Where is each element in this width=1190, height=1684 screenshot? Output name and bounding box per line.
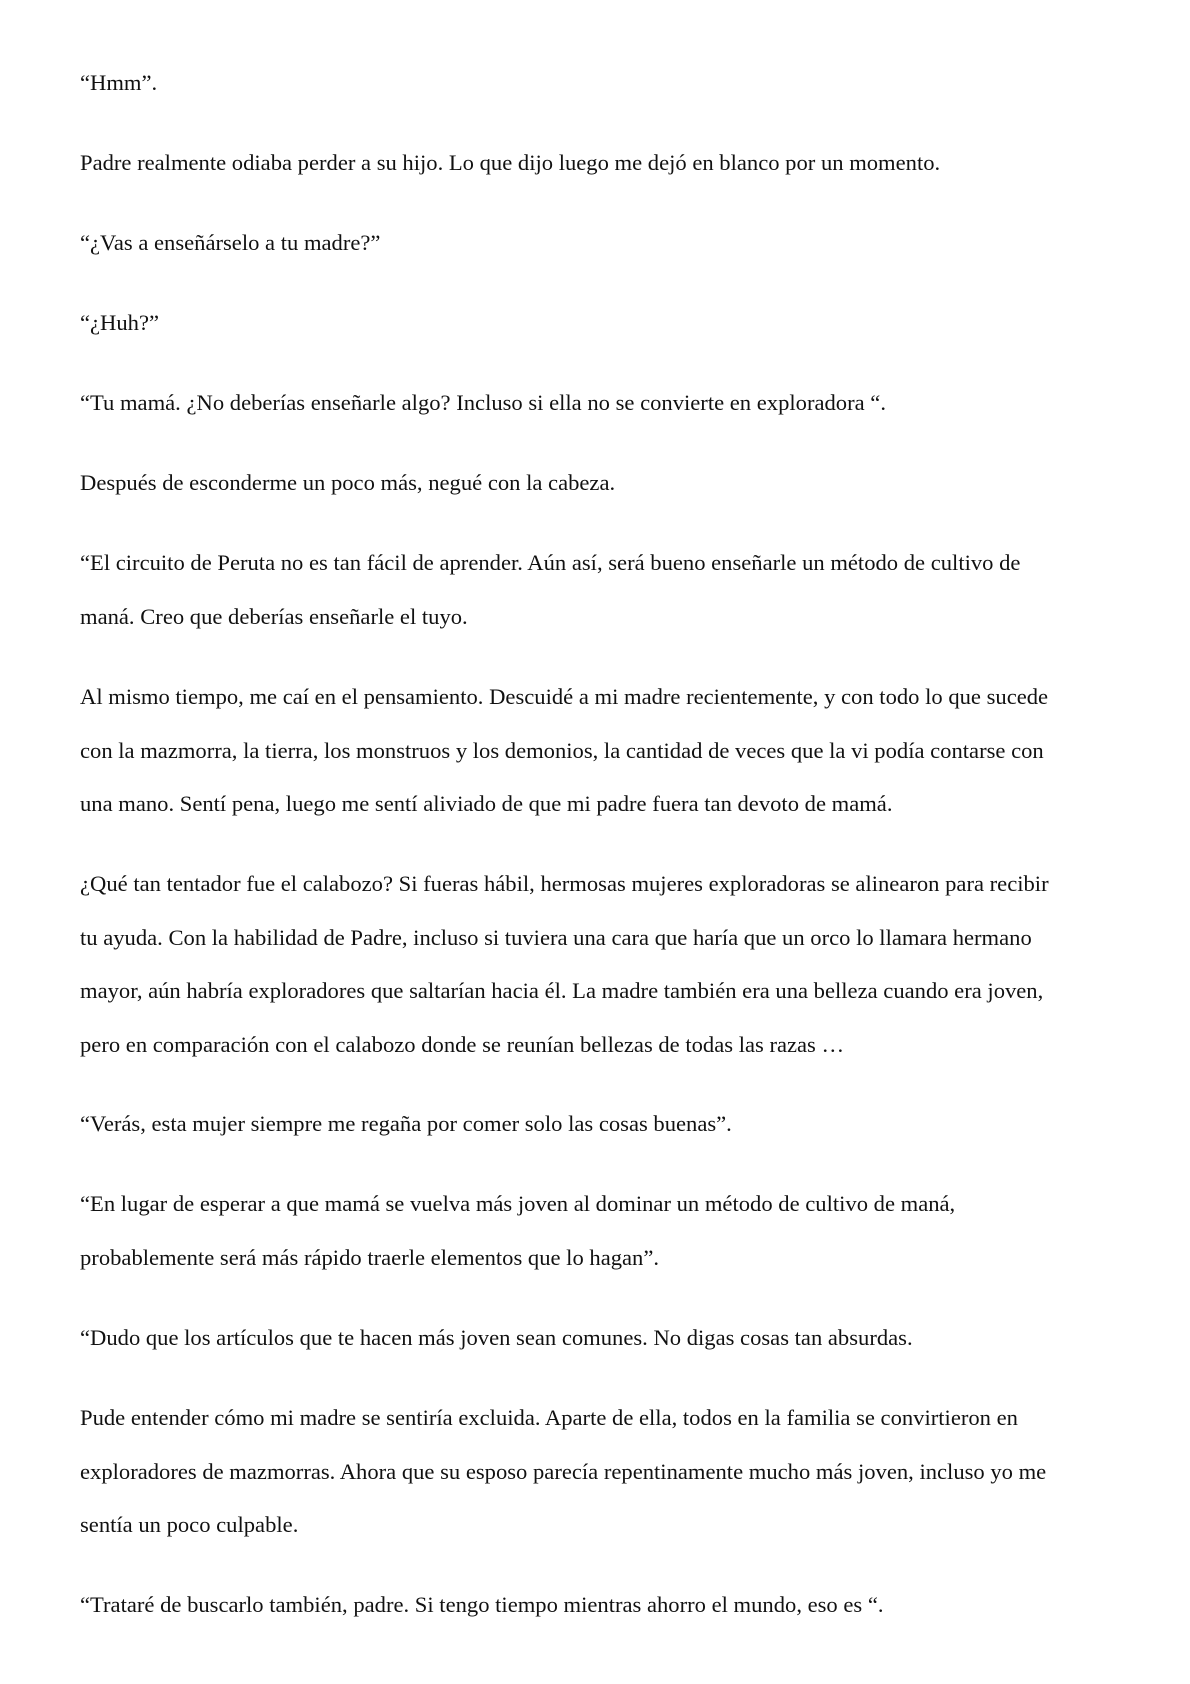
text-line: “En lugar de esperar a que mamá se vuelva más joven al dominar un método de cultivo de maná, (80, 1191, 956, 1216)
paragraph-3 (80, 216, 1120, 270)
paragraph-4 (80, 296, 1120, 350)
text-line: una mano. Sentí pena, luego me sentí aliviado de que mi padre fuera tan devoto de mamá. (80, 791, 893, 816)
text-line: “El circuito de Peruta no es tan fácil de aprender. Aún así, será bueno enseñarle un método de cultivo de (80, 550, 1021, 575)
text-line: ¿Qué tan tentador fue el calabozo? Si fueras hábil, hermosas mujeres exploradoras se alinearon para recibir (80, 871, 1049, 896)
text-line: mayor, aún habría exploradores que saltarían hacia él. La madre también era una belleza cuando era joven, (80, 978, 1044, 1003)
text-line: “Hmm”. (80, 70, 158, 95)
paragraph-13 (80, 1391, 1120, 1552)
text-line: con la mazmorra, la tierra, los monstruos y los demonios, la cantidad de veces que la vi podía contarse con (80, 737, 1044, 763)
text-line: tu ayuda. Con la habilidad de Padre, incluso si tuviera una cara que haría que un orco lo llamara hermano (80, 924, 1032, 950)
text-line: Al mismo tiempo, me caí en el pensamiento. Descuidé a mi madre recientemente, y con todo lo que sucede (80, 684, 1049, 709)
text-line: “Verás, esta mujer siempre me regaña por comer solo las cosas buenas”. (80, 1111, 732, 1136)
text-line: maná. Creo que deberías enseñarle el tuyo. (80, 603, 468, 629)
text-line: “¿Vas a enseñárselo a tu madre?” (80, 230, 381, 255)
text-line: sentía un poco culpable. (80, 1512, 299, 1537)
paragraph-14 (80, 1578, 1120, 1632)
text-line: “Trataré de buscarlo también, padre. Si tengo tiempo mientras ahorro el mundo, eso es “. (80, 1592, 884, 1617)
text-line: “Tu mamá. ¿No deberías enseñarle algo? Incluso si ella no se convierte en exploradora “. (80, 390, 886, 415)
paragraph-9 (80, 857, 1120, 1071)
text-line: “Dudo que los artículos que te hacen más joven sean comunes. No digas cosas tan absurdas. (80, 1325, 913, 1350)
text-line: probablemente será más rápido traerle elementos que lo hagan”. (80, 1244, 660, 1270)
paragraph-6 (80, 456, 1120, 510)
text-line: Pude entender cómo mi madre se sentiría excluida. Aparte de ella, todos en la familia se convirtieron en (80, 1405, 1018, 1430)
paragraph-2 (80, 136, 1120, 190)
paragraph-11 (80, 1177, 1120, 1284)
paragraph-7 (80, 536, 1120, 643)
text-line: exploradores de mazmorras. Ahora que su esposo parecía repentinamente mucho más joven, incluso yo me (80, 1458, 1047, 1484)
paragraph-5 (80, 376, 1120, 430)
text-line: Padre realmente odiaba perder a su hijo. Lo que dijo luego me dejó en blanco por un momento. (80, 150, 941, 175)
text-line: Después de esconderme un poco más, negué con la cabeza. (80, 470, 616, 495)
paragraph-12 (80, 1311, 1120, 1365)
text-line: pero en comparación con el calabozo donde se reunían bellezas de todas las razas … (80, 1031, 845, 1057)
text-line: “¿Huh?” (80, 310, 160, 335)
paragraph-8 (80, 670, 1120, 831)
paragraph-1 (80, 56, 1120, 110)
paragraph-10 (80, 1097, 1120, 1151)
